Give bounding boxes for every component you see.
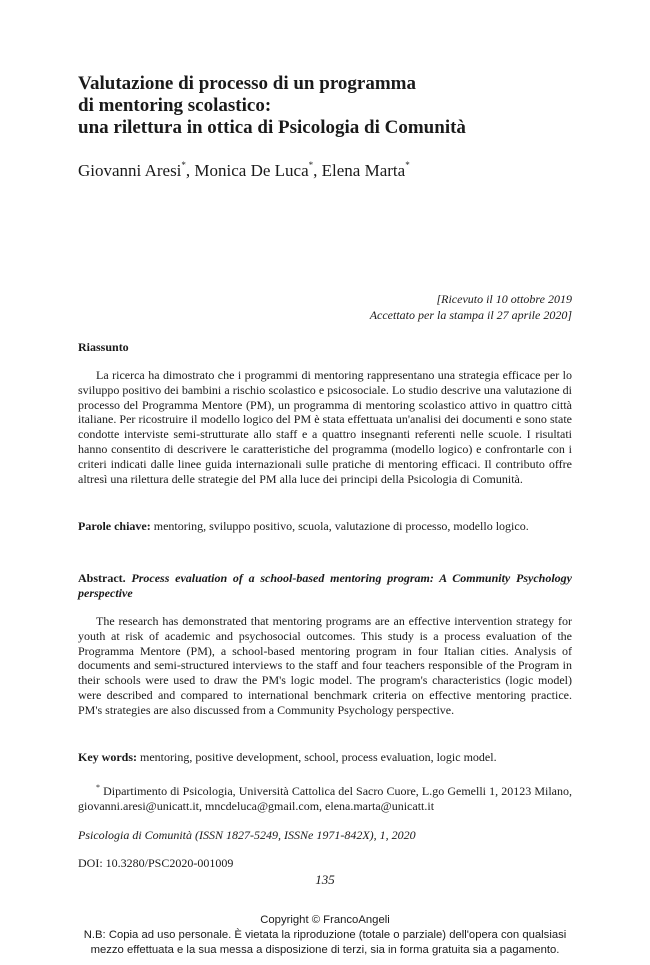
affiliation-mark: * [308, 160, 314, 170]
affiliation-mark: * [405, 160, 410, 170]
author-list [78, 160, 410, 182]
article-title [78, 73, 578, 139]
key-words [78, 750, 572, 765]
abstract-body: The research has demonstrated that mentoring programs are an effective intervention strategy for youth at risk of academic and psychosocial outcomes. This study is a process evaluation of the Programma Mentore (PM), a school-based mentoring program in four Italian cities. Analysis of documents and semi-structured interviews to the staff and four teachers responsible of the Program in their schools were used to draw the PM's logic model. The program's characteristics (logic model) were described and compared to international benchmark criteria on effective mentoring practice. PM's strategies are also discussed from a Community Psychology perspective. [78, 614, 572, 717]
parole-chiave [78, 519, 572, 534]
title-line: di mentoring scolastico: [78, 95, 272, 116]
title-line: Valutazione di processo di un programma [78, 73, 416, 94]
journal-citation: Psicologia di Comunità (ISSN 1827-5249, ISSNe 1971-842X), 1, 2020 [78, 828, 416, 842]
affiliation-footnote [78, 784, 572, 814]
abstract-label: Abstract. [78, 571, 126, 585]
author-separator: , [313, 161, 322, 180]
author-name: Giovanni Aresi [78, 161, 182, 180]
abstract-title: Process evaluation of a school-based mentoring program: A Community Psychology perspective [78, 571, 572, 600]
copyright-line: Copyright © FrancoAngeli [260, 914, 390, 926]
riassunto-heading: Riassunto [78, 340, 129, 354]
parole-chiave-label: Parole chiave: [78, 519, 151, 533]
footnote-text: Dipartimento di Psicologia, Università Cattolica del Sacro Cuore, L.go Gemelli 1, 20123 Milano, giovanni.aresi@unicatt.it, mncdeluca@gmail.com, elena.marta@unicatt.it [78, 784, 572, 813]
key-words-text: mentoring, positive development, school, process evaluation, logic model. [137, 750, 497, 764]
riassunto-body: La ricerca ha dimostrato che i programmi di mentoring rappresentano una strategia efficace per lo sviluppo positivo dei bambini a rischio scolastico e psicosociale. Lo studio descrive una valutazione di processo del Programma Mentore (PM), un programma di mentoring scolastico attivo in quattro città italiane. Per ricostruire il modello logico del PM è stata effettuata un'analisi dei documenti e sono state condotte interviste semi-strutturate allo staff e a quattro insegnanti referenti nelle scuole. I risultati hanno consentito di descrivere le caratteristiche del programma (modello logico) e confrontarle con i criteri indicati dalle linee guida internazionali sulle pratiche di mentoring efficaci. Il contributo offre altresì una rilettura delle strategie del PM alla luce dei principi della Psicologia di Comunità. [78, 368, 572, 486]
doi: DOI: 10.3280/PSC2020-001009 [78, 856, 234, 870]
author-separator: , [185, 161, 195, 180]
received-date: [Ricevuto il 10 ottobre 2019 [436, 292, 572, 306]
page-number: 135 [315, 872, 335, 887]
accepted-date: Accettato per la stampa il 27 aprile 2020] [369, 308, 572, 322]
author-name: Monica De Luca [194, 161, 309, 180]
footnote-mark: * [96, 783, 100, 792]
copyright-line: mezzo effettuata e la sua messa a disposizione di terzi, sia in forma gratuita sia a pagamento. [90, 944, 560, 956]
submission-dates [370, 291, 572, 323]
title-line: una rilettura in ottica di Psicologia di Comunità [78, 117, 466, 138]
copyright-notice [0, 913, 650, 958]
key-words-label: Key words: [78, 750, 137, 764]
affiliation-mark: * [181, 160, 186, 170]
abstract-heading [78, 571, 572, 601]
parole-chiave-text: mentoring, sviluppo positivo, scuola, valutazione di processo, modello logico. [150, 519, 529, 533]
copyright-line: N.B: Copia ad uso personale. È vietata la riproduzione (totale o parziale) dell'opera con qualsiasi [83, 929, 567, 941]
author-name: Elena Marta [321, 161, 406, 180]
